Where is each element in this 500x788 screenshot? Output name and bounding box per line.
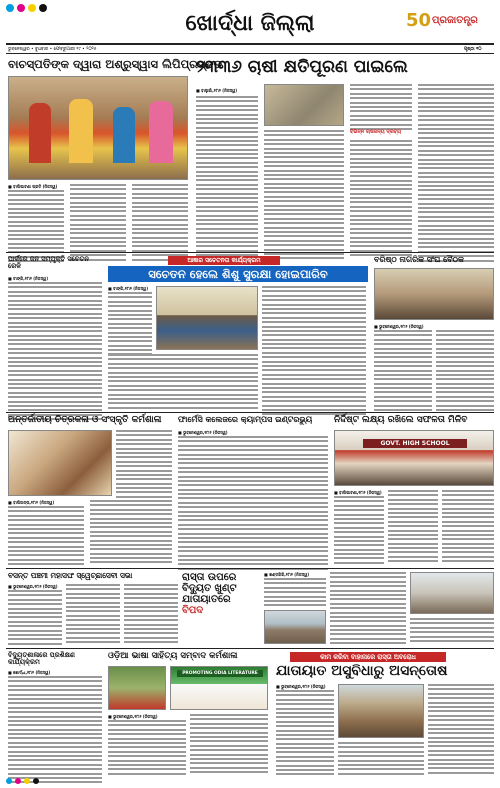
headline-a7: ଫାର୍ମେସି କଲେଜରେ କ୍ୟାମ୍ପସ ଇଣ୍ଟରଭ୍ୟୁ — [178, 415, 313, 424]
headline-a5: ବରିଷ୍ଠ ନାଗରିକ ସଂଘ ବୈଠକ — [374, 255, 464, 264]
byline-a8: ■ ବାଲିପାଟଣା,୧୮ା୨ (ନିଜସ୍ୱ) — [334, 490, 382, 495]
byline-a10: ■ ଖଣ୍ଡଗିରି,୧୮ା୨ (ନିଜସ୍ୱ) — [264, 572, 310, 577]
body-a2-col3 — [350, 84, 412, 128]
body-a4-col3 — [262, 286, 366, 408]
brand-name: ପ୍ରଜାତନ୍ତ୍ର — [432, 15, 478, 26]
kicker-a4: ଆଜ୍ଞାର ସଚେତନତା କାର୍ଯ୍ୟକ୍ରମ — [168, 256, 280, 265]
headline-a3: ପାର୍କରେ ଜନ ସମ୍ପୃକ୍ତି ସଚେତନ ରେଳି — [8, 255, 89, 271]
body-a1-col2 — [70, 184, 126, 248]
headline-a10-line1: ରାସ୍ତା ଉପରେ — [182, 572, 237, 583]
body-a5-col2 — [436, 330, 494, 408]
section-title: ଖୋର୍ଦ୍ଧା ଜିଲ୍ଲା — [185, 11, 315, 36]
registration-marks — [6, 4, 47, 12]
body-a12-col1 — [108, 720, 186, 776]
date-line: ଭୁବନେଶ୍ୱର • ବୁଧବାର • ଫେବ୍ରୁଆରୀ ୧୯ • ୨୦୨୫ — [8, 47, 97, 52]
byline-a13: ■ ଭୁବନେଶ୍ୱର,୧୮ା୨ (ନିଜସ୍ୱ) — [276, 684, 326, 689]
headline-a10 — [182, 572, 260, 644]
photo-a10 — [264, 610, 326, 644]
byline-a1: ■ ବାଲିପାଟଣା ପ୍ରତି (ନିଜସ୍ୱ) — [8, 184, 58, 189]
photo-a10b — [410, 572, 494, 614]
callout-a2: ବିଭିନ୍ନ ଚାଷଜନ୍ୟ ଦ୍ରବ୍ୟ — [350, 129, 402, 135]
body-a3 — [8, 282, 102, 408]
byline-a2: ■ ବାଲୁଗାଁ,୧୮ା୨ (ନିଜସ୍ୱ) — [196, 88, 238, 93]
headline-a10-line3: ଯାତାୟାତରେ — [182, 594, 231, 605]
body-a9-col2 — [66, 584, 120, 644]
body-a13-col3 — [428, 684, 494, 776]
headline-a6: ଅନ୍ତର୍ଜାତୀୟ ଚିତ୍ରକଳା ଓ ସଂସ୍କୃତି କର୍ମଶାଳା — [8, 415, 162, 425]
masthead-rule — [6, 43, 494, 45]
logo-number: 50 — [406, 10, 432, 31]
body-a8-col1 — [334, 496, 384, 564]
body-a6-col1 — [116, 430, 172, 496]
body-a12-col2 — [190, 714, 268, 776]
registration-marks-bottom — [6, 778, 39, 784]
byline-a11: ■ ଖୋର୍ଦ୍ଧା,୧୮ା୨ (ନିଜସ୍ୱ) — [8, 670, 51, 675]
photo-a12a — [108, 666, 166, 710]
headline-a10-line4: ବିପଦ — [182, 605, 204, 616]
photo-a1 — [8, 76, 188, 180]
divider-1 — [6, 252, 494, 253]
byline-a6: ■ ବାଲିଅନ୍ତା,୧୮ା୨ (ନିଜସ୍ୱ) — [8, 500, 55, 505]
body-a11 — [8, 676, 102, 776]
byline-a12: ■ ଭୁବନେଶ୍ୱର,୧୮ା୨ (ନିଜସ୍ୱ) — [108, 714, 158, 719]
workshop-banner: PROMOTING ODIA LITERATURE — [177, 670, 263, 677]
headline-a8: ନିର୍ଦ୍ଦିଷ୍ଟ ଲକ୍ଷ୍ୟ ରଖିଲେ ସଫଳତା ମିଳିବ — [334, 415, 468, 425]
body-a10-col3 — [410, 618, 494, 644]
byline-a4: ■ ଟାଙ୍ଗି,୧୮ା୨ (ନିଜସ୍ୱ) — [108, 286, 149, 291]
body-a2-col4 — [350, 140, 412, 248]
headline-a1: ବାଚସ୍ପତିଙ୍କ ଦ୍ୱାରା ଅଶ୍ରୁସ୍ୱାସ ଲିପିପ୍ରସ୍ତର — [8, 57, 223, 71]
headline-a4: ସଚେତନ ହେଲେ ଶିଶୁ ସୁରକ୍ଷା ହୋଇପାରିବ — [108, 266, 368, 282]
body-a10-col1 — [264, 578, 326, 608]
body-a6-col2 — [8, 506, 84, 564]
body-a1-col1 — [8, 190, 64, 248]
body-a7 — [178, 436, 328, 564]
body-a6-col3 — [90, 500, 172, 564]
page-number: ପୃଷ୍ଠା ୧୦ — [464, 47, 482, 52]
body-a2-col1 — [196, 96, 258, 248]
headline-a9: ବସନ୍ତ ପଞ୍ଚମୀ ମହାସଙ୍ଘ ସ୍ୱେଚ୍ଛାସେବୀ ସଭା — [8, 571, 133, 580]
body-a8-col2 — [388, 490, 438, 564]
divider-4 — [6, 648, 494, 649]
byline-a7: ■ ଭୁବନେଶ୍ୱର,୧୮ା୨ (ନିଜସ୍ୱ) — [178, 430, 228, 435]
body-a2-col2 — [264, 130, 344, 248]
body-a1-col3 — [132, 184, 188, 248]
body-a9-col3 — [124, 584, 178, 644]
photo-a2 — [264, 84, 344, 126]
body-a10-col2 — [330, 572, 406, 644]
headline-a12: ଓଡ଼ିଆ ଭାଷା ସାହିତ୍ୟ ସମ୍ବାଦ କର୍ମଶାଳା — [108, 651, 238, 661]
headline-a11: ବିଦ୍ୟୁତ୍‌ଶାଳାରେ ପ୍ରଶିକ୍ଷଣ କାର୍ଯ୍ୟକ୍ରମ — [8, 651, 75, 667]
school-sign: GOVT. HIGH SCHOOL — [363, 439, 467, 448]
byline-a3: ■ ଟାଙ୍ଗି,୧୮ା୨ (ନିଜସ୍ୱ) — [8, 276, 49, 281]
divider-3 — [6, 568, 494, 569]
byline-a5: ■ ଭୁବନେଶ୍ୱର,୧୮ା୨ (ନିଜସ୍ୱ) — [374, 324, 424, 329]
masthead-rule-2 — [6, 53, 494, 54]
photo-a4 — [156, 286, 258, 350]
photo-a12b — [170, 666, 268, 710]
headline-a10-line2: ବିଦ୍ୟୁତ ଖୁଣ୍ଟ — [182, 583, 237, 594]
photo-a8 — [334, 430, 494, 486]
headline-a2: ୨୩୩୬ ଚାଷୀ କ୍ଷତିପୂରଣ ପାଇଲେ — [196, 57, 408, 77]
body-a8-col3 — [442, 490, 494, 564]
body-a4-col2 — [108, 354, 258, 408]
headline-a13: ଯାତାୟାତ ଅସୁବିଧାରୁ ଅସନ୍ତୋଷ — [276, 663, 448, 679]
brand-logo — [406, 8, 494, 38]
body-a4-col1 — [108, 292, 152, 352]
byline-a9: ■ ଭୁବନେଶ୍ୱର,୧୮ା୨ (ନିଜସ୍ୱ) — [8, 584, 58, 589]
body-a2-col5 — [418, 84, 494, 248]
photo-a6 — [8, 430, 112, 496]
body-a5-col1 — [374, 330, 432, 408]
photo-a13 — [338, 684, 424, 738]
photo-a5 — [374, 268, 494, 320]
body-a9-col1 — [8, 590, 62, 644]
kicker-a13: କାମ କରିବା ବାହାନାରେ ରାସ୍ତା ଅବରୋଧ — [290, 652, 446, 662]
body-a13-col2 — [338, 742, 424, 776]
body-a13-col1 — [276, 690, 334, 776]
divider-2 — [6, 412, 494, 413]
